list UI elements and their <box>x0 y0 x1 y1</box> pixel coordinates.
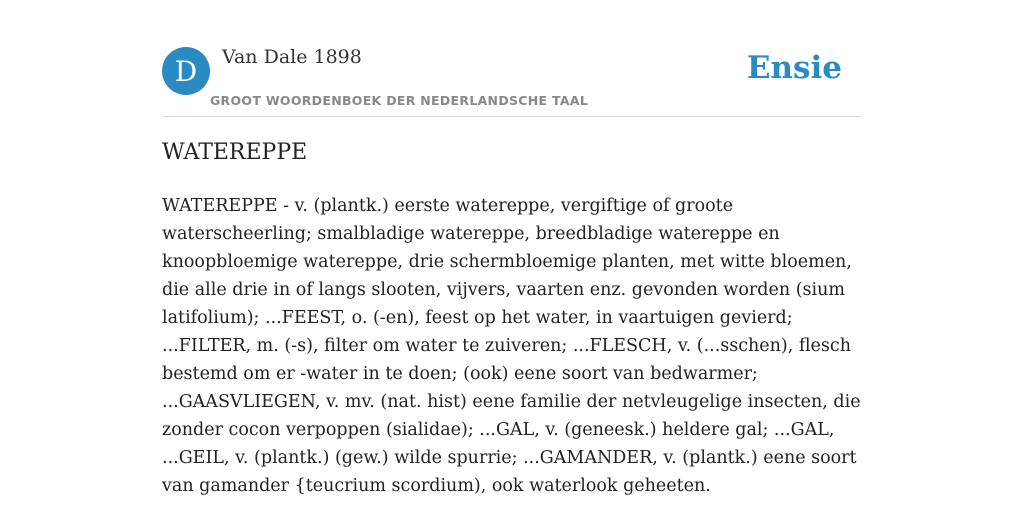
dictionary-header <box>162 0 862 117</box>
page <box>162 0 862 512</box>
dictionary-title[interactable]: Van Dale 1898 <box>222 46 362 68</box>
dictionary-subtitle: GROOT WOORDENBOEK DER NEDERLANDSCHE TAAL <box>210 93 589 108</box>
entry-definition: WATEREPPE - v. (plantk.) eerste watereppe, vergiftige of groote waterscheerling; smalbladige watereppe, breedbladige watereppe en knoopbloemige watereppe, drie schermbloemige planten, met witte bloemen, die alle drie in of langs slooten, vijvers, vaarten enz. gevonden worden (sium latifolium); ...FEEST, o. (-en), feest op het water, in vaartuigen gevierd; ...FILTER, m. (-s), filter om water te zuiveren; ...FLESCH, v. (...sschen), flesch bestemd om er -water in te doen; (ook) eene soort van bedwarmer; ...GAASVLIEGEN, v. mv. (nat. hist) eene familie der netvleugelige insecten, die zonder cocon verpoppen (sialidae); ...GAL, v. (geneesk.) heldere gal; ...GAL, ...GEIL, v. (plantk.) (gew.) wilde spurrie; ...GAMANDER, v. (plantk.) eene soort van gamander {teucrium scordium), ook waterlook geheeten. <box>162 196 861 496</box>
ensie-logo-link[interactable]: Ensie <box>746 50 842 86</box>
entry-title: WATEREPPE <box>162 140 308 165</box>
dictionary-avatar[interactable]: D <box>162 47 210 95</box>
